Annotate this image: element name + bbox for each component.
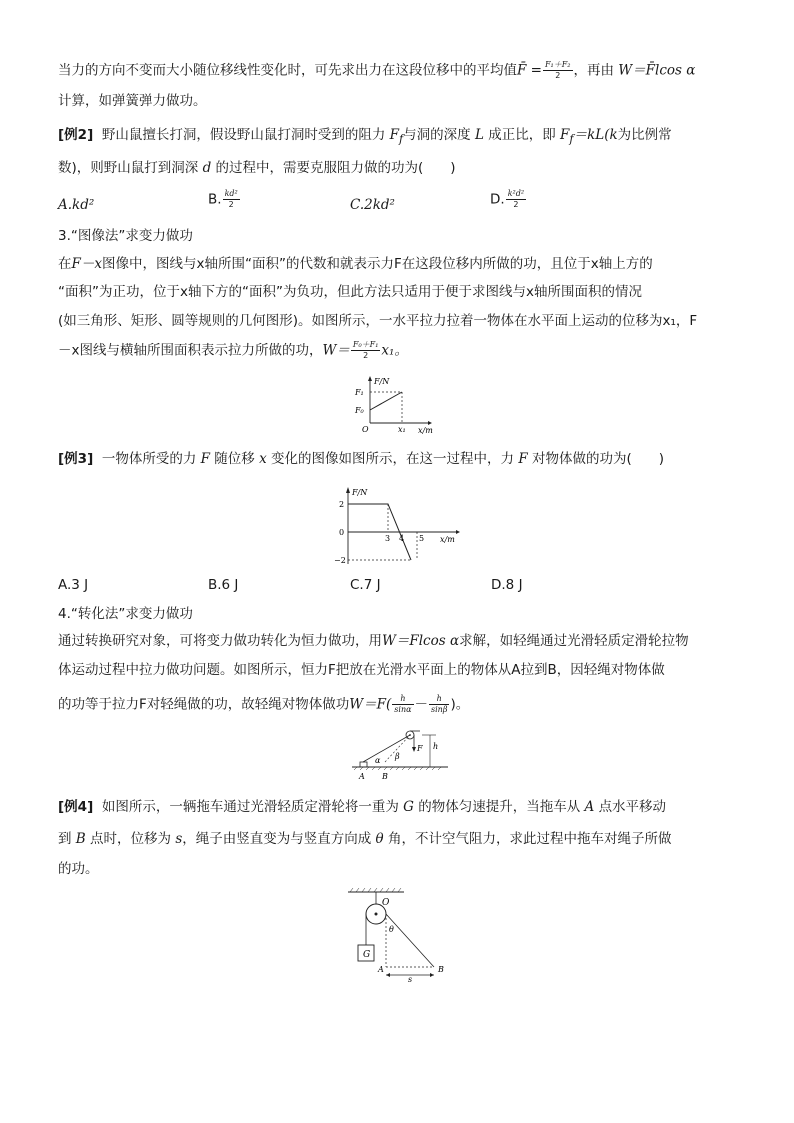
- section-3-line-4: －x图线与横轴所围面积表示拉力所做的功，W＝ $\frac{\text{F₀＋F₁}}{2}$ x₁。: [58, 340, 408, 360]
- rope-from-a: [363, 735, 410, 762]
- fbar-symbol: F̄ =: [517, 62, 542, 79]
- weight-label: G: [363, 950, 371, 960]
- example-2-line-2: 数)，则野山鼠打到洞深 d 的过程中，需要克服阻力做的功为( ): [58, 160, 456, 176]
- option-d[interactable]: D. $\frac{\text{k²d²}}{2}$: [490, 189, 525, 209]
- example-tag: [例4]: [58, 799, 94, 815]
- example-2-options: [58, 189, 758, 217]
- x-axis-label: x/m: [440, 535, 455, 544]
- section-4-heading: 4.“转化法”求变力做功: [58, 606, 193, 622]
- y-axis-label: F/N: [374, 377, 390, 386]
- point-a-label: A: [378, 965, 384, 974]
- arrow-right-icon: [430, 973, 434, 977]
- example-3-line-1: [例3] 一物体所受的力 F 随位移 x 变化的图像如图所示，在这一过程中，力 F 对物体做的功为( ): [58, 451, 665, 467]
- option-b[interactable]: B.6 J: [208, 577, 239, 593]
- x-axis-arrow-icon: [428, 421, 432, 425]
- point-b-label: B: [438, 965, 444, 974]
- option-c[interactable]: C.2kd²: [350, 197, 395, 213]
- beta-label: β: [395, 752, 400, 761]
- section-4-line-1: 通过转换研究对象，可将变力做功转化为恒力做功，用W＝Flcos α求解，如轻绳通过光滑轻质定滑轮拉物: [58, 633, 689, 649]
- force-line: [370, 392, 402, 410]
- slanted-rope: [386, 914, 434, 967]
- ground-hatch: [354, 767, 441, 770]
- force-arrow-icon: [412, 747, 416, 752]
- y-tick-0: 0: [339, 528, 345, 537]
- y-axis-arrow-icon: [346, 487, 350, 493]
- x-tick-3: 3: [385, 534, 391, 543]
- ceiling-hatch: [350, 888, 401, 892]
- section-4-line-2: 体运动过程中拉力做功问题。如图所示，恒力F把放在光滑水平面上的物体从A拉到B，因轻绳对物体做: [58, 662, 665, 678]
- example-4-line-3: 的功。: [58, 861, 99, 877]
- work-formula: W＝F̄lcos α: [618, 62, 696, 79]
- f0-label: F₀: [355, 406, 364, 415]
- y-tick-2: 2: [339, 500, 345, 509]
- average-fraction: $\frac{\text{F₁＋F₂}}{2}$: [544, 60, 571, 80]
- option-c[interactable]: C.7 J: [350, 577, 381, 593]
- arrow-left-icon: [386, 973, 390, 977]
- section-3-line-3: (如三角形、矩形、圆等规则的几何图形)。如图所示，一水平拉力拉着一物体在水平面上运动的位移为x₁，F: [58, 313, 698, 329]
- tow-truck-pulley-figure: [342, 884, 460, 984]
- example-3-figure: [330, 484, 470, 568]
- origin-label: O: [362, 425, 369, 434]
- point-b-label: B: [382, 772, 388, 781]
- block-a: [360, 762, 367, 767]
- example-tag: [例2]: [58, 127, 94, 143]
- height-label: h: [433, 742, 439, 751]
- x1-label: x₁: [398, 425, 406, 434]
- section-3-line-2: “面积”为正功，位于x轴下方的“面积”为负功，但此方法只适用于便于求图线与x轴所围面积的情况: [58, 284, 642, 300]
- alpha-label: α: [375, 756, 381, 765]
- example-2-line-1: [例2] 野山鼠擅长打洞，假设野山鼠打洞时受到的阻力 $F_f$与洞的深度 L 成正比，即 $F_f=kL(k$为比例常: [58, 127, 672, 146]
- option-d[interactable]: D.8 J: [491, 577, 523, 593]
- pulley-ramp-figure: [350, 727, 450, 783]
- example-4-line-1: [例4] 如图所示，一辆拖车通过光滑轻质定滑轮将一重为 G 的物体匀速提升，当拖车从 A 点水平移动: [58, 799, 667, 815]
- option-a[interactable]: A.3 J: [58, 577, 89, 593]
- x-axis-label: x/m: [418, 426, 433, 435]
- theta-label: θ: [389, 925, 394, 934]
- paragraph-average-force-end: 计算，如弹簧弹力做功。: [58, 93, 207, 109]
- example-4-line-2: 到 B 点时，位移为 s，绳子由竖直变为与竖直方向成 θ 角，不计空气阻力，求此过程中拖车对绳子所做: [58, 831, 672, 847]
- section-3-heading: 3.“图像法”求变力做功: [58, 228, 193, 244]
- point-a-label: A: [359, 772, 365, 781]
- force-displacement-figure: [350, 374, 440, 436]
- displacement-label: s: [408, 975, 413, 984]
- force-label: F: [417, 744, 423, 753]
- option-a[interactable]: A.kd²: [58, 197, 95, 213]
- y-axis-arrow-icon: [368, 376, 372, 381]
- example-3-options: [58, 575, 758, 597]
- paragraph-average-force: 当力的方向不变而大小随位移线性变化时，可先求出力在这段位移中的平均值F̄ = $\frac{\text{F₁＋F₂}}{2}$ ，再由 W＝F̄lcos α: [58, 60, 696, 80]
- f1-label: F₁: [355, 388, 364, 397]
- option-b[interactable]: B. $\frac{\text{kd²}}{2}$: [208, 189, 238, 209]
- section-3-line-1: 在F－x图像中，图线与x轴所围“面积”的代数和就表示力F在这段位移内所做的功，且位于x轴上方的: [58, 256, 653, 272]
- x-tick-5: 5: [419, 534, 425, 543]
- example-tag: [例3]: [58, 451, 94, 467]
- y-tick-minus2: −2: [334, 556, 346, 565]
- x-axis-arrow-icon: [456, 530, 460, 534]
- x-tick-4: 4: [399, 534, 405, 543]
- point-o-label: O: [382, 898, 390, 908]
- y-axis-label: F/N: [352, 488, 368, 497]
- section-4-line-3: 的功等于拉力F对轻绳做的功，故轻绳对物体做功W＝F( $\frac{h}{\sin\alpha}$ － $\frac{h}{\sin\beta}$ )。: [58, 694, 470, 714]
